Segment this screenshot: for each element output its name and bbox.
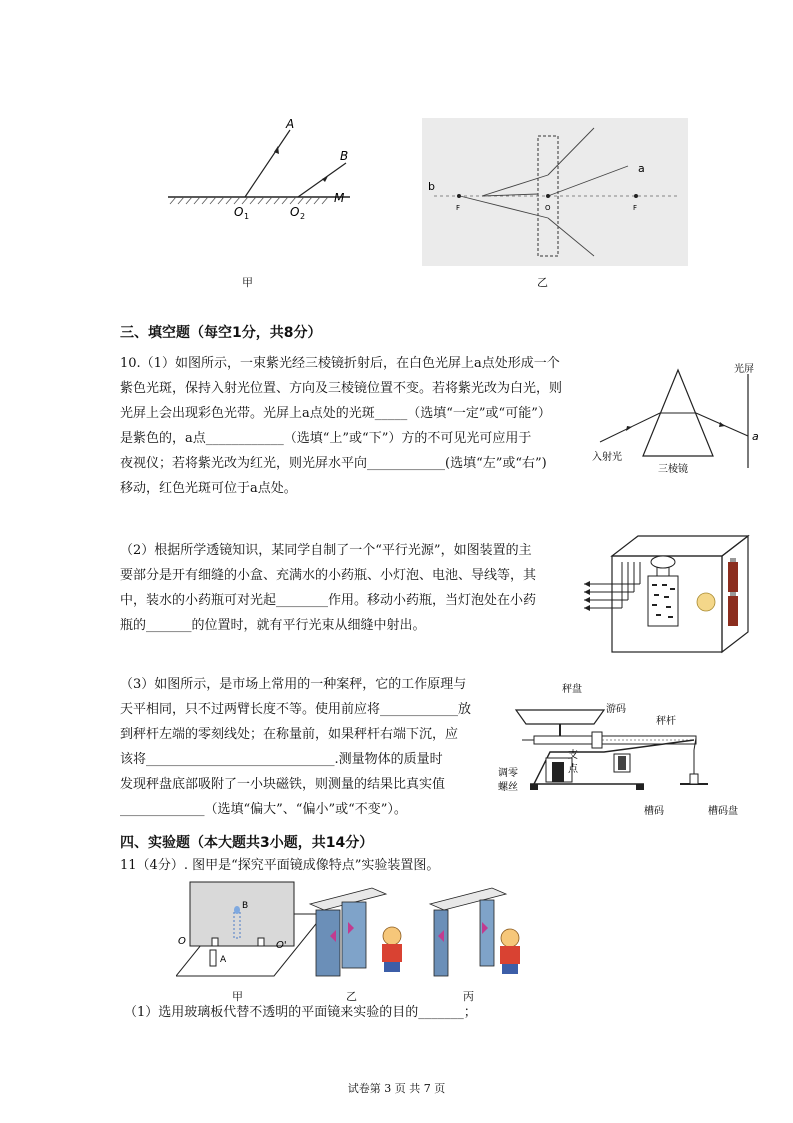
- question-10-1: [120, 351, 562, 501]
- q10-3-line: 到秤杆左端的零刻线处；在称量前，如果秤杆右端下沉，应: [120, 727, 459, 742]
- q10-3-line: 该将_____________________________.测量物体的质量时: [120, 752, 443, 767]
- figure-caption-yi: 乙: [346, 990, 357, 1003]
- point-o1-subscript: 1: [244, 212, 250, 221]
- zero-screw-label-2: 螺丝: [498, 782, 518, 793]
- q10-1-line: 夜视仪；若将紫光改为红光，则光屏水平向____________(选填“左”或“右”): [120, 456, 547, 471]
- q10-3-line: 天平相同，只不过两臂长度不等。使用前应将____________放: [120, 702, 472, 717]
- figure-caption-jia: 甲: [232, 990, 243, 1003]
- focus-right-label: F: [633, 204, 638, 212]
- point-o1-label: O: [234, 205, 244, 219]
- figure-caption-jia: 甲: [242, 276, 253, 289]
- prism-figure: [588, 356, 768, 478]
- q10-3-line: （3）如图所示，是市场上常用的一种案秤，它的工作原理与: [120, 677, 467, 692]
- point-o-prime-label: O': [276, 940, 287, 951]
- q10-2-line: 要部分是开有细缝的小盒、充满水的小药瓶、小灯泡、电池、导线等，其: [120, 568, 537, 583]
- beam-label: 秤杆: [656, 716, 676, 727]
- question-11-1: （1）选用玻璃板代替不透明的平面镜来实验的目的_______；: [124, 1005, 477, 1020]
- prism-label: 三棱镜: [658, 464, 688, 475]
- mirror-experiment-figure: [176, 878, 536, 984]
- q10-1-line: 是紫色的，a点____________（选填“上”或“下”）方的不可见光可应用于: [120, 431, 532, 446]
- q10-3-line: 发现秤盘底部吸附了一小块磁铁，则测量的结果比真实值: [120, 777, 446, 792]
- page-footer: 试卷第 3 页 共 7 页: [347, 1082, 446, 1095]
- q10-1-line: 10.（1）如图所示，一束紫光经三棱镜折射后，在白色光屏上a点处形成一个: [120, 356, 560, 371]
- point-o-label: O: [178, 936, 186, 947]
- point-o2-label: O: [290, 205, 300, 219]
- lens-figure: [422, 118, 688, 266]
- ray-label-b: b: [428, 180, 435, 193]
- section-3-heading: 三、填空题（每空1分，共8分）: [120, 325, 322, 341]
- candle-b-label: B: [242, 901, 249, 911]
- zero-screw-label-1: 调零: [498, 768, 518, 779]
- question-10-3: [120, 672, 471, 822]
- support-label-1: 支: [568, 750, 578, 761]
- mirror-label-m: M: [334, 191, 345, 205]
- q10-3-line: _____________（选填“偏大”、“偏小”或“不变”）。: [120, 802, 407, 817]
- q10-1-line: 光屏上会出现彩色光带。光屏上a点处的光斑_____（选填“一定”或“可能”）: [120, 406, 551, 421]
- question-10-2: [120, 538, 536, 638]
- ray-label-a: a: [638, 162, 645, 175]
- question-11-intro: 11（4分）. 图甲是“探究平面镜成像特点”实验装置图。: [120, 858, 440, 873]
- incident-light-label: 入射光: [592, 452, 622, 463]
- figure-caption-bing: 丙: [463, 990, 474, 1003]
- q10-1-line: 紫色光斑，保持入射光位置、方向及三棱镜位置不变。若将紫光改为白光，则: [120, 381, 563, 396]
- ray-label-a: A: [286, 117, 295, 131]
- platform-scale-figure: [494, 680, 770, 822]
- candle-a-label: A: [220, 955, 227, 965]
- light-source-box-figure: [582, 532, 754, 654]
- q10-2-line: 中，装水的小药瓶可对光起________作用。移动小药瓶，当灯泡处在小药: [120, 593, 537, 608]
- support-label-2: 点: [568, 764, 578, 775]
- screen-label: 光屏: [734, 364, 754, 375]
- weight-pan-label: 槽码盘: [708, 806, 738, 817]
- pan-label: 秤盘: [562, 684, 582, 695]
- point-a-label: a: [752, 430, 759, 443]
- optical-center-label: O: [545, 204, 551, 212]
- reflection-figure: [160, 110, 360, 225]
- ray-label-b: B: [340, 149, 349, 163]
- section-4-heading: 四、实验题（本大题共3小题，共14分）: [120, 835, 374, 851]
- point-o2-subscript: 2: [300, 212, 306, 221]
- q10-2-line: （2）根据所学透镜知识，某同学自制了一个“平行光源”，如图装置的主: [120, 543, 532, 558]
- weight-label: 槽码: [644, 806, 664, 817]
- q10-1-line: 移动，红色光斑可位于a点处。: [120, 481, 297, 496]
- rider-label: 游码: [606, 704, 626, 715]
- focus-left-label: F: [456, 204, 461, 212]
- figure-caption-yi: 乙: [537, 276, 548, 289]
- q10-2-line: 瓶的_______的位置时，就有平行光束从细缝中射出。: [120, 618, 426, 633]
